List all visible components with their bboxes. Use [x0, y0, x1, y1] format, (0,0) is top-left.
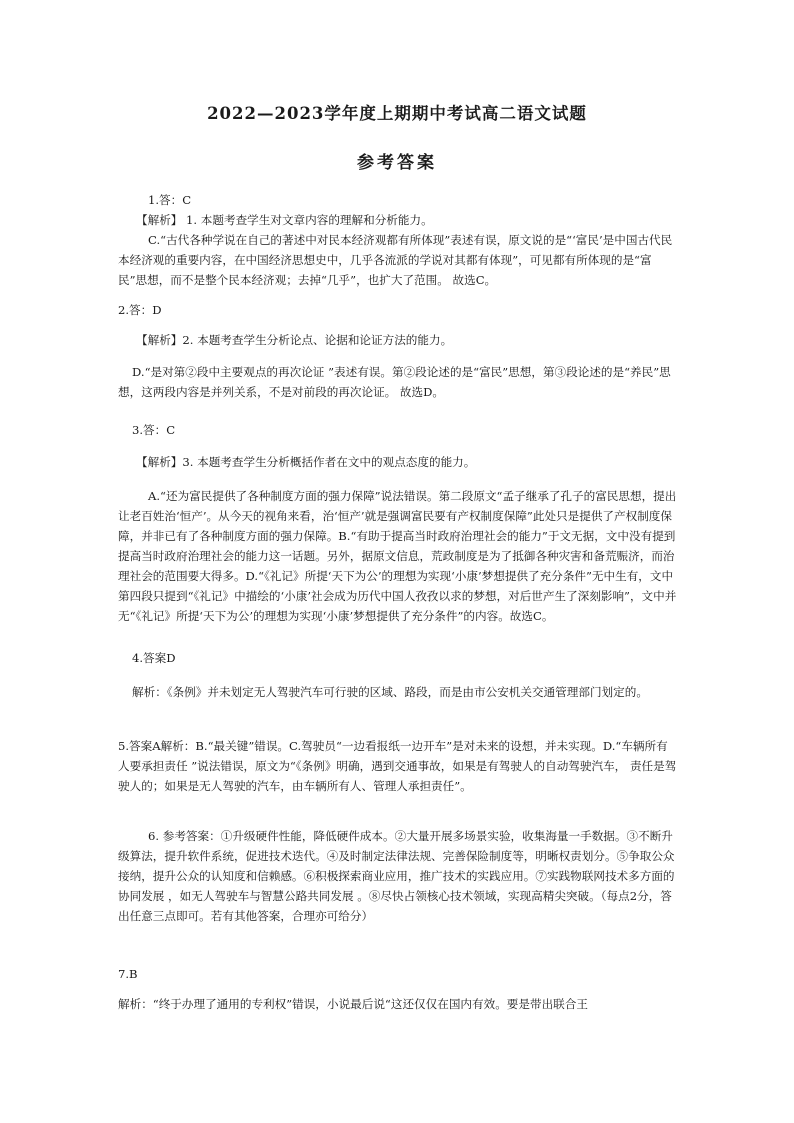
- page-subtitle: 参考答案: [357, 153, 437, 173]
- answer-1-analysis-label: 【解析】 1. 本题考查学生对文章内容的理解和分析能力。: [136, 213, 433, 227]
- answer-3-analysis-label: 【解析】3. 本题考查学生分析概括作者在文中的观点态度的能力。: [136, 455, 476, 469]
- answer-2-analysis-label: 【解析】2. 本题考查学生分析论点、论据和论证方法的能力。: [136, 333, 453, 347]
- answer-4-heading: 4.答案D: [132, 651, 176, 665]
- answer-7-explanation: 解析：“终于办理了通用的专利权”错误，小说最后说“这还仅仅在国内有效。要是带出联合王: [118, 997, 588, 1011]
- answer-5-explanation: 5.答案A解析：B.“最关键”错误。C.驾驶员“一边看报纸一边开车”是对未来的设想，并未实现。D.“车辆所有人要承担责任 ”说法错误，原文为“《条例》明确，遇到交通事故，如果是有驾驶人的自动驾驶汽车， 责任是驾驶人的；如果是无人驾驶的汽车，由车辆所有人、管理人承担责任”。: [118, 739, 677, 793]
- answer-3-heading: 3.答：C: [132, 423, 176, 437]
- answer-1-explanation: C.“古代各种学说在自己的著述中对民本经济观都有所体现”表述有误，原文说的是“‘富民’是中国古代民本经济观的重要内容，在中国经济思想史中，几乎各流派的学说对其都有体现”，可见都有所体现的是“富民”思想，而不是整个民本经济观；去掉“几乎”，也扩大了范围。 故选C。: [118, 233, 673, 287]
- page-title: 2022—2023学年度上期期中考试高二语文试题: [207, 104, 587, 123]
- answer-4-explanation: 解析：《条例》并未划定无人驾驶汽车可行驶的区域、路段，而是由市公安机关交通管理部门划定的。: [132, 685, 648, 699]
- answer-7-heading: 7.B: [118, 967, 138, 981]
- answer-2-explanation: D.“是对第②段中主要观点的再次论证 ”表述有误。第②段论述的是“富民”思想，第③段论述的是“养民”思想，这两段内容是并列关系，不是对前段的再次论证。 故选D。: [118, 365, 671, 399]
- answer-6-explanation: 6. 参考答案：①升级硬件性能，降低硬件成本。②大量开展多场景实验，收集海量一手数据。③不断升级算法，提升软件系统，促进技术迭代。④及时制定法律法规、完善保险制度等，明晰权责划分。⑤争取公众接纳，提升公众的认知度和信赖感。⑥积极探索商业应用，推广技术的实践应用。⑦实践物联网技术多方面的协同发展 ，如无人驾驶车与智慧公路共同发展 。⑧尽快占领核心技术领域，实现高精尖突破。（每点2分，答出任意三点即可。若有其他答案，合理亦可给分）: [118, 829, 675, 923]
- answer-2-heading: 2.答：D: [118, 303, 162, 317]
- answer-1-heading: 1.答：C: [148, 193, 192, 207]
- answer-3-explanation: A.“还为富民提供了各种制度方面的强力保障”说法错误。第二段原文“孟子继承了孔子的富民思想，提出让老百姓治‘恒产’。从今天的视角来看，治‘恒产’就是强调富民要有产权制度保障”此处只是提供了产权制度保障，并非已有了各种制度方面的强力保障。B.“有助于提高当时政府治理社会的能力”于文无据，文中没有提到提高当时政府治理社会的能力这一话题。另外，据原文信息，荒政制度是为了抵御各种灾害和备荒赈济，而治理社会的范围要大得多。D.“《礼记》所提‘天下为公’的理想为实现‘小康’梦想提供了充分条件”无中生有，文中第四段只提到“《礼记》中描绘的‘小康’社会成为历代中国人孜孜以求的梦想，对后世产生了深刻影响”，文中并无“《礼记》所提‘天下为公’的理想为实现‘小康’梦想提供了充分条件”的内容。故选C。: [118, 489, 677, 623]
